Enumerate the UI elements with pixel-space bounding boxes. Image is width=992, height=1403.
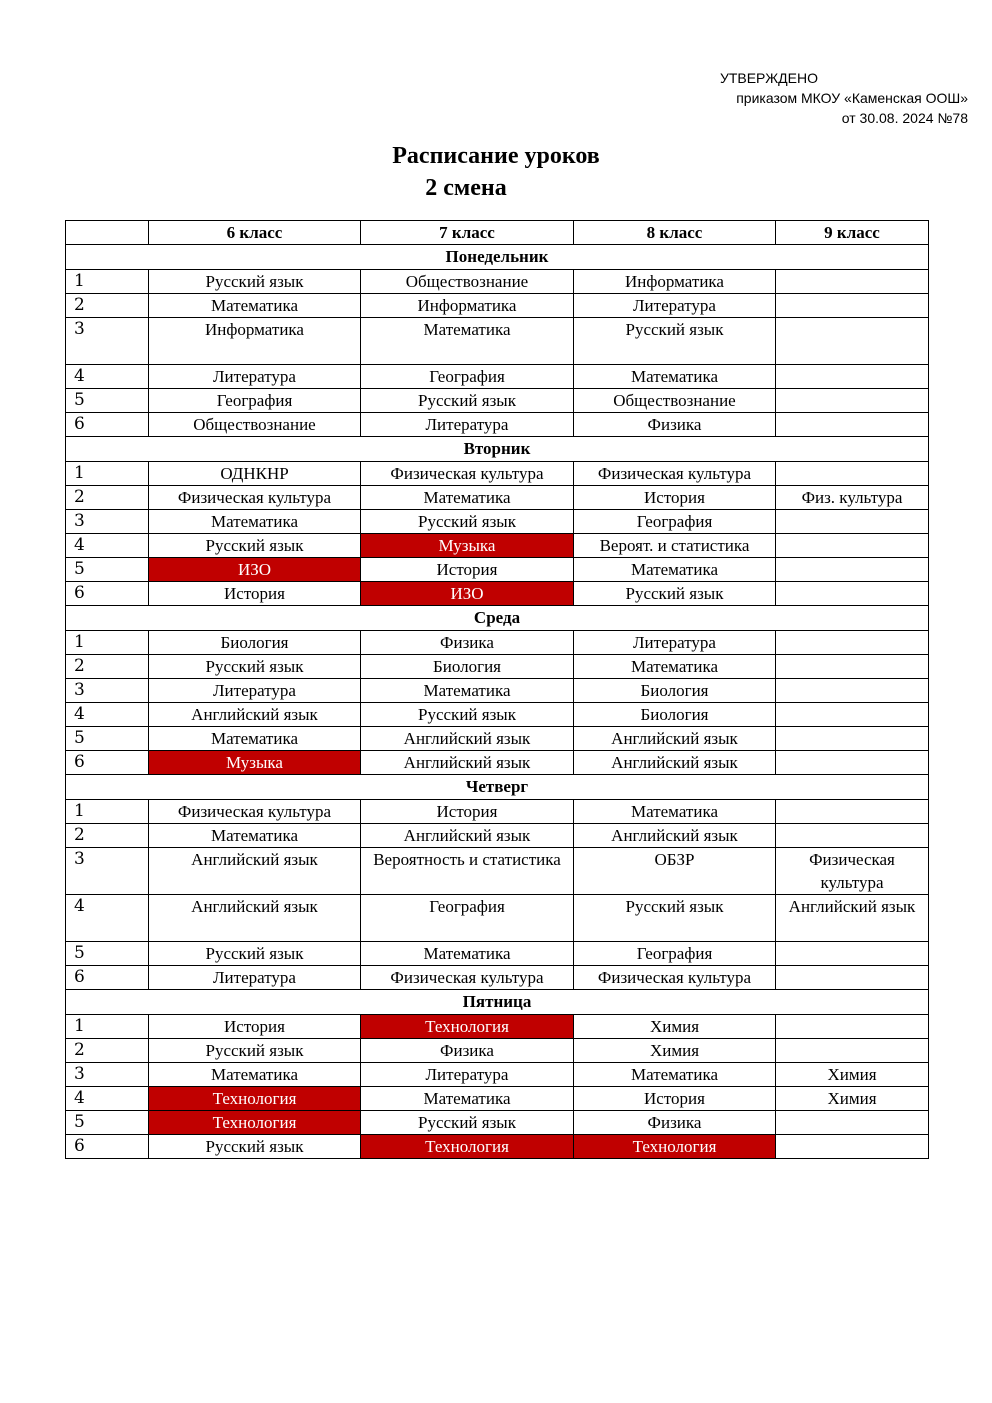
subject-cell-class-7: Математика — [361, 1087, 574, 1111]
lesson-row — [66, 895, 929, 942]
lesson-number: 6 — [66, 966, 149, 990]
subject-cell-class-7: Информатика — [361, 294, 574, 318]
lesson-row — [66, 1111, 929, 1135]
subject-cell-class-6: Русский язык — [149, 270, 361, 294]
subject-cell-class-7: ИЗО — [361, 582, 574, 606]
subject-cell-class-9 — [776, 1039, 929, 1063]
lesson-number: 6 — [66, 413, 149, 437]
day-header-row — [66, 775, 929, 800]
subject-cell-class-9 — [776, 510, 929, 534]
lesson-row — [66, 1015, 929, 1039]
title-shift: 2 смена — [425, 175, 507, 201]
lesson-row — [66, 1063, 929, 1087]
lesson-row — [66, 486, 929, 510]
subject-cell-class-6: Технология — [149, 1087, 361, 1111]
subject-cell-class-7: Технология — [361, 1135, 574, 1159]
header-class-9: 9 класс — [776, 221, 929, 245]
subject-cell-class-9 — [776, 1015, 929, 1039]
lesson-number: 4 — [66, 895, 149, 942]
subject-cell-class-6: ОДНКНР — [149, 462, 361, 486]
subject-cell-class-7: Обществознание — [361, 270, 574, 294]
subject-cell-class-9 — [776, 462, 929, 486]
schedule-table — [65, 220, 929, 1159]
day-name: Среда — [66, 606, 929, 631]
lesson-row — [66, 1039, 929, 1063]
lesson-number: 2 — [66, 1039, 149, 1063]
lesson-row — [66, 703, 929, 727]
lesson-number: 5 — [66, 558, 149, 582]
day-name: Понедельник — [66, 245, 929, 270]
subject-cell-class-8: Русский язык — [574, 895, 776, 942]
approval-order: приказом МКОУ «Каменская ООШ» — [736, 90, 968, 106]
lesson-number: 5 — [66, 727, 149, 751]
lesson-row — [66, 966, 929, 990]
subject-cell-class-7: Биология — [361, 655, 574, 679]
lesson-row — [66, 631, 929, 655]
subject-cell-class-8: География — [574, 942, 776, 966]
header-row — [66, 221, 929, 245]
subject-cell-class-9 — [776, 679, 929, 703]
subject-cell-class-9 — [776, 1111, 929, 1135]
lesson-number: 5 — [66, 1111, 149, 1135]
day-name: Пятница — [66, 990, 929, 1015]
subject-cell-class-8: Физика — [574, 413, 776, 437]
lesson-row — [66, 1135, 929, 1159]
subject-cell-class-6: Математика — [149, 1063, 361, 1087]
lesson-number: 3 — [66, 510, 149, 534]
subject-cell-class-9 — [776, 942, 929, 966]
subject-cell-class-8: Технология — [574, 1135, 776, 1159]
subject-cell-class-9 — [776, 534, 929, 558]
lesson-row — [66, 800, 929, 824]
subject-cell-class-7: Математика — [361, 318, 574, 365]
lesson-number: 6 — [66, 582, 149, 606]
subject-cell-class-7: Физика — [361, 1039, 574, 1063]
lesson-number: 1 — [66, 631, 149, 655]
subject-cell-class-8: Биология — [574, 679, 776, 703]
subject-cell-class-9 — [776, 1135, 929, 1159]
title-main: Расписание уроков — [392, 143, 600, 169]
subject-cell-class-9 — [776, 413, 929, 437]
lesson-row — [66, 389, 929, 413]
lesson-number: 1 — [66, 462, 149, 486]
subject-cell-class-6: История — [149, 582, 361, 606]
lesson-number: 1 — [66, 1015, 149, 1039]
subject-cell-class-7: История — [361, 558, 574, 582]
lesson-number: 1 — [66, 800, 149, 824]
lesson-number: 2 — [66, 486, 149, 510]
subject-cell-class-8: ОБЗР — [574, 848, 776, 895]
approval-stamp — [720, 68, 968, 128]
subject-cell-class-7: Физическая культура — [361, 966, 574, 990]
subject-cell-class-8: Химия — [574, 1015, 776, 1039]
lesson-number: 4 — [66, 365, 149, 389]
subject-cell-class-7: Физическая культура — [361, 462, 574, 486]
subject-cell-class-8: Математика — [574, 655, 776, 679]
lesson-row — [66, 1087, 929, 1111]
subject-cell-class-9: Английский язык — [776, 895, 929, 942]
lesson-number: 4 — [66, 534, 149, 558]
subject-cell-class-8: История — [574, 486, 776, 510]
header-class-6: 6 класс — [149, 221, 361, 245]
lesson-row — [66, 510, 929, 534]
subject-cell-class-8: Физическая культура — [574, 462, 776, 486]
subject-cell-class-9: Химия — [776, 1087, 929, 1111]
lesson-row — [66, 679, 929, 703]
header-class-7: 7 класс — [361, 221, 574, 245]
subject-cell-class-9 — [776, 389, 929, 413]
subject-cell-class-8: География — [574, 510, 776, 534]
subject-cell-class-6: Литература — [149, 679, 361, 703]
subject-cell-class-8: Обществознание — [574, 389, 776, 413]
lesson-row — [66, 462, 929, 486]
subject-cell-class-9: Химия — [776, 1063, 929, 1087]
subject-cell-class-7: Литература — [361, 1063, 574, 1087]
subject-cell-class-7: История — [361, 800, 574, 824]
day-header-row — [66, 990, 929, 1015]
lesson-number: 4 — [66, 1087, 149, 1111]
subject-cell-class-8: Литература — [574, 294, 776, 318]
day-header-row — [66, 437, 929, 462]
subject-cell-class-6: Русский язык — [149, 1039, 361, 1063]
lesson-number: 5 — [66, 389, 149, 413]
subject-cell-class-7: Математика — [361, 679, 574, 703]
subject-cell-class-9 — [776, 703, 929, 727]
lesson-number: 2 — [66, 655, 149, 679]
lesson-number: 3 — [66, 848, 149, 895]
subject-cell-class-8: Английский язык — [574, 751, 776, 775]
approval-date: от 30.08. 2024 №78 — [841, 110, 968, 126]
subject-cell-class-9 — [776, 966, 929, 990]
lesson-row — [66, 655, 929, 679]
lesson-number: 6 — [66, 751, 149, 775]
subject-cell-class-6: Английский язык — [149, 895, 361, 942]
subject-cell-class-8: Математика — [574, 558, 776, 582]
subject-cell-class-6: Английский язык — [149, 703, 361, 727]
lesson-row — [66, 318, 929, 365]
subject-cell-class-7: Английский язык — [361, 727, 574, 751]
subject-cell-class-9 — [776, 294, 929, 318]
lesson-number: 4 — [66, 703, 149, 727]
subject-cell-class-7: Английский язык — [361, 751, 574, 775]
subject-cell-class-6: Литература — [149, 966, 361, 990]
subject-cell-class-8: Русский язык — [574, 318, 776, 365]
subject-cell-class-9 — [776, 318, 929, 365]
lesson-number: 6 — [66, 1135, 149, 1159]
lesson-number: 2 — [66, 824, 149, 848]
subject-cell-class-9 — [776, 365, 929, 389]
lesson-row — [66, 365, 929, 389]
subject-cell-class-8: Русский язык — [574, 582, 776, 606]
subject-cell-class-7: Русский язык — [361, 510, 574, 534]
subject-cell-class-8: Вероят. и статистика — [574, 534, 776, 558]
subject-cell-class-9 — [776, 655, 929, 679]
subject-cell-class-7: Английский язык — [361, 824, 574, 848]
subject-cell-class-7: Математика — [361, 942, 574, 966]
subject-cell-class-6: История — [149, 1015, 361, 1039]
lesson-row — [66, 848, 929, 895]
subject-cell-class-8: Математика — [574, 365, 776, 389]
subject-cell-class-9 — [776, 751, 929, 775]
subject-cell-class-6: Биология — [149, 631, 361, 655]
page-title — [0, 140, 992, 204]
lesson-row — [66, 824, 929, 848]
lesson-number: 3 — [66, 1063, 149, 1087]
subject-cell-class-7: Физика — [361, 631, 574, 655]
lesson-row — [66, 582, 929, 606]
lesson-row — [66, 942, 929, 966]
subject-cell-class-7: География — [361, 895, 574, 942]
subject-cell-class-6: Литература — [149, 365, 361, 389]
header-class-8: 8 класс — [574, 221, 776, 245]
lesson-number: 5 — [66, 942, 149, 966]
subject-cell-class-6: Русский язык — [149, 1135, 361, 1159]
subject-cell-class-9 — [776, 582, 929, 606]
subject-cell-class-6: Физическая культура — [149, 486, 361, 510]
subject-cell-class-9 — [776, 824, 929, 848]
subject-cell-class-6: Русский язык — [149, 942, 361, 966]
subject-cell-class-6: Математика — [149, 510, 361, 534]
subject-cell-class-6: Английский язык — [149, 848, 361, 895]
subject-cell-class-7: Технология — [361, 1015, 574, 1039]
lesson-number: 1 — [66, 270, 149, 294]
lesson-row — [66, 413, 929, 437]
subject-cell-class-7: Русский язык — [361, 1111, 574, 1135]
lesson-row — [66, 294, 929, 318]
lesson-number: 3 — [66, 318, 149, 365]
subject-cell-class-9: Физическая культура — [776, 848, 929, 895]
subject-cell-class-8: Химия — [574, 1039, 776, 1063]
subject-cell-class-7: Русский язык — [361, 389, 574, 413]
subject-cell-class-8: Физическая культура — [574, 966, 776, 990]
subject-cell-class-8: Биология — [574, 703, 776, 727]
subject-cell-class-7: Вероятность и статистика — [361, 848, 574, 895]
subject-cell-class-8: Литература — [574, 631, 776, 655]
subject-cell-class-7: География — [361, 365, 574, 389]
day-header-row — [66, 606, 929, 631]
header-lesson-number — [66, 221, 149, 245]
subject-cell-class-6: Математика — [149, 294, 361, 318]
subject-cell-class-9 — [776, 270, 929, 294]
subject-cell-class-6: Математика — [149, 824, 361, 848]
subject-cell-class-8: История — [574, 1087, 776, 1111]
subject-cell-class-6: Информатика — [149, 318, 361, 365]
subject-cell-class-6: Русский язык — [149, 655, 361, 679]
subject-cell-class-6: Физическая культура — [149, 800, 361, 824]
subject-cell-class-9 — [776, 800, 929, 824]
subject-cell-class-6: Обществознание — [149, 413, 361, 437]
subject-cell-class-6: Музыка — [149, 751, 361, 775]
subject-cell-class-7: Русский язык — [361, 703, 574, 727]
subject-cell-class-9 — [776, 631, 929, 655]
day-name: Четверг — [66, 775, 929, 800]
subject-cell-class-9 — [776, 558, 929, 582]
subject-cell-class-7: Литература — [361, 413, 574, 437]
day-header-row — [66, 245, 929, 270]
lesson-row — [66, 270, 929, 294]
subject-cell-class-6: География — [149, 389, 361, 413]
subject-cell-class-8: Математика — [574, 800, 776, 824]
subject-cell-class-8: Физика — [574, 1111, 776, 1135]
subject-cell-class-6: ИЗО — [149, 558, 361, 582]
subject-cell-class-9 — [776, 727, 929, 751]
subject-cell-class-6: Технология — [149, 1111, 361, 1135]
subject-cell-class-7: Математика — [361, 486, 574, 510]
approval-title: УТВЕРЖДЕНО — [719, 70, 818, 86]
lesson-row — [66, 727, 929, 751]
subject-cell-class-6: Математика — [149, 727, 361, 751]
subject-cell-class-7: Музыка — [361, 534, 574, 558]
subject-cell-class-8: Информатика — [574, 270, 776, 294]
subject-cell-class-6: Русский язык — [149, 534, 361, 558]
subject-cell-class-9: Физ. культура — [776, 486, 929, 510]
lesson-row — [66, 534, 929, 558]
schedule-body — [66, 245, 929, 1159]
subject-cell-class-8: Математика — [574, 1063, 776, 1087]
lesson-row — [66, 751, 929, 775]
lesson-number: 2 — [66, 294, 149, 318]
lesson-number: 3 — [66, 679, 149, 703]
day-name: Вторник — [66, 437, 929, 462]
subject-cell-class-8: Английский язык — [574, 824, 776, 848]
subject-cell-class-8: Английский язык — [574, 727, 776, 751]
lesson-row — [66, 558, 929, 582]
